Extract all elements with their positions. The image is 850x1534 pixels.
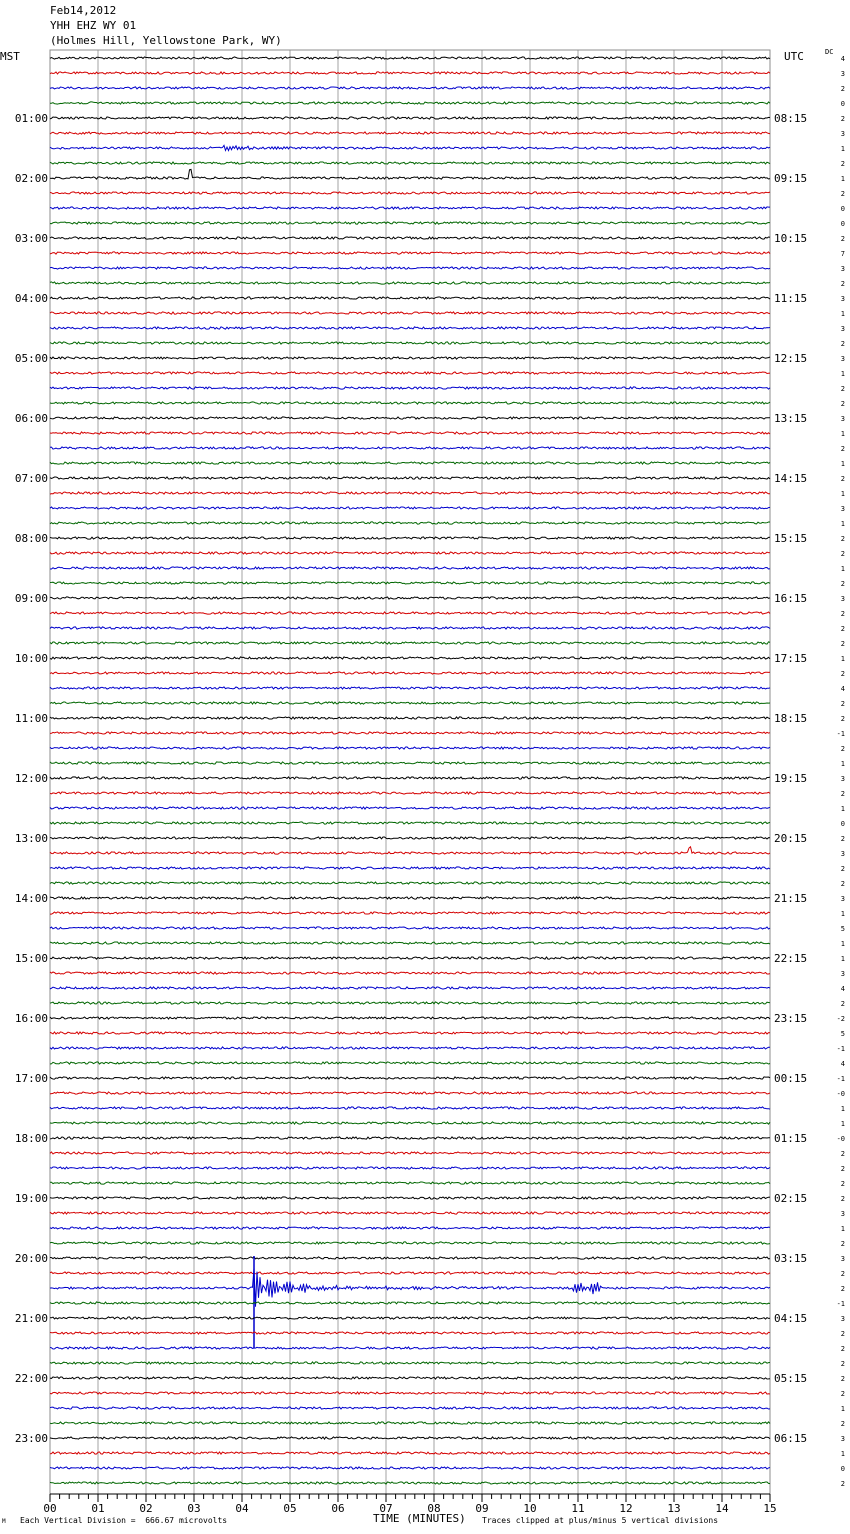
trace-line [50,1317,770,1319]
mst-hour-label: 12:00 [14,772,48,785]
x-tick-label: 04 [235,1502,249,1515]
trace-line [50,87,770,89]
dc-offset-value: -2 [836,1015,845,1023]
dc-offset-value: 4 [840,685,845,693]
trace-line [50,1422,770,1424]
mst-hour-label: 16:00 [14,1012,48,1025]
dc-offset-value: 2 [840,1180,845,1188]
mst-hour-label: 23:00 [14,1432,48,1445]
trace-line [50,507,770,509]
dc-offset-value: 2 [840,400,845,408]
dc-offset-value: 2 [840,115,845,123]
x-tick-label: 12 [619,1502,633,1515]
dc-offset-value: 2 [840,1375,845,1383]
trace-line [50,597,770,599]
trace-line [50,672,770,674]
dc-offset-value: 5 [840,1030,845,1038]
mst-hour-label: 02:00 [14,172,48,185]
utc-hour-label: 21:15 [774,892,808,905]
dc-offset-value: 2 [840,1270,845,1278]
dc-offset-value: -1 [836,1075,845,1083]
trace-line [50,57,770,59]
corner-mark: M [2,1518,6,1525]
trace-line [50,342,770,344]
dc-offset-value: 2 [840,700,845,708]
trace-line [50,1197,770,1199]
x-tick-label: 13 [667,1502,681,1515]
trace-line [50,297,770,299]
trace-line [50,687,770,689]
x-tick-label: 02 [139,1502,153,1515]
mst-hour-label: 03:00 [14,232,48,245]
trace-line [50,357,770,359]
trace-line [50,552,770,554]
dc-offset-value: 2 [840,1240,845,1248]
trace-line [50,732,770,734]
x-tick-label: 15 [763,1502,777,1515]
trace-line [50,102,770,104]
dc-offset-value: 2 [840,1165,845,1173]
dc-offset-value: 1 [840,655,845,663]
trace-line [50,522,770,524]
x-tick-label: 05 [283,1502,297,1515]
dc-offset-value: 2 [840,640,845,648]
dc-offset-value: 3 [840,1210,845,1218]
dc-offset-value: 1 [840,1120,845,1128]
trace-line [50,747,770,749]
dc-offset-value: 1 [840,940,845,948]
footer-clip-note: Traces clipped at plus/minus 5 vertical divisions [482,1516,719,1525]
dc-offset-value: 2 [840,445,845,453]
dc-offset-value: 1 [840,955,845,963]
trace-line [50,847,770,854]
dc-offset-value: 0 [840,820,845,828]
x-tick-label: 14 [715,1502,729,1515]
trace-line [50,1272,770,1274]
trace-line [50,267,770,269]
trace-line [50,1092,770,1094]
trace-line [50,132,770,134]
utc-hour-label: 20:15 [774,832,808,845]
utc-hour-label: 13:15 [774,412,808,425]
dc-offset-value: -1 [836,1045,845,1053]
mst-hour-label: 22:00 [14,1372,48,1385]
trace-line [50,942,770,944]
trace-line [50,927,770,929]
dc-offset-value: 1 [840,460,845,468]
trace-line [50,642,770,644]
trace-line [50,1407,770,1409]
dc-offset-value: 2 [840,280,845,288]
trace-line [50,72,770,74]
x-tick-label: 00 [43,1502,57,1515]
trace-line [50,1167,770,1169]
mst-hour-label: 06:00 [14,412,48,425]
utc-hour-label: 02:15 [774,1192,808,1205]
dc-offset-value: 1 [840,520,845,528]
trace-line [50,1347,770,1349]
trace-line [50,657,770,659]
utc-hour-label: 12:15 [774,352,808,365]
trace-line [50,537,770,539]
dc-offset-value: 1 [840,565,845,573]
dc-offset-value: 2 [840,865,845,873]
dc-offset-value: 0 [840,220,845,228]
trace-line [50,417,770,419]
dc-offset-value: 2 [840,790,845,798]
mst-hour-label: 05:00 [14,352,48,365]
dc-offset-value: 1 [840,1105,845,1113]
dc-label: DC [825,48,834,56]
trace-line [50,1437,770,1439]
dc-offset-value: 3 [840,1435,845,1443]
trace-line [50,1137,770,1139]
dc-offset-value: 1 [840,1450,845,1458]
dc-offset-value: 2 [840,880,845,888]
trace-line [50,957,770,959]
trace-line [50,882,770,884]
dc-offset-value: 2 [840,610,845,618]
trace-line [50,169,770,179]
dc-offset-value: 2 [840,85,845,93]
dc-offset-value: 2 [840,835,845,843]
utc-hour-label: 11:15 [774,292,808,305]
trace-line [50,807,770,809]
trace-line [50,207,770,209]
mst-hour-label: 11:00 [14,712,48,725]
footer-scale-note: Each Vertical Division = 666.67 microvolts [20,1516,228,1525]
dc-offset-value: 1 [840,490,845,498]
dc-offset-value: 3 [840,355,845,363]
utc-hour-label: 01:15 [774,1132,808,1145]
trace-line [50,702,770,704]
mst-hour-label: 01:00 [14,112,48,125]
dc-offset-value: 2 [840,235,845,243]
trace-line [50,492,770,494]
dc-offset-value: 2 [840,580,845,588]
x-tick-label: 03 [187,1502,201,1515]
dc-offset-value: 2 [840,625,845,633]
utc-hour-label: 05:15 [774,1372,808,1385]
trace-line [50,792,770,794]
trace-line [50,145,770,150]
dc-offset-value: -0 [836,1090,845,1098]
x-tick-label: 10 [523,1502,537,1515]
trace-line [50,717,770,719]
dc-offset-value: 2 [840,1420,845,1428]
trace-line [50,282,770,284]
mst-hour-label: 13:00 [14,832,48,845]
dc-offset-value: -1 [836,1300,845,1308]
utc-hour-label: 23:15 [774,1012,808,1025]
x-tick-label: 08 [427,1502,441,1515]
trace-line [50,1047,770,1049]
trace-line [50,1467,770,1469]
dc-offset-value: 1 [840,370,845,378]
dc-offset-value: 3 [840,415,845,423]
mst-hour-label: 14:00 [14,892,48,905]
dc-offset-value: 3 [840,775,845,783]
dc-offset-value: 2 [840,1150,845,1158]
trace-line [50,777,770,779]
mst-hour-label: 17:00 [14,1072,48,1085]
mst-hour-label: 07:00 [14,472,48,485]
dc-offset-value: 1 [840,805,845,813]
utc-hour-label: 03:15 [774,1252,808,1265]
dc-offset-value: 2 [840,535,845,543]
dc-offset-value: 2 [840,340,845,348]
trace-line [50,1377,770,1379]
trace-line [50,237,770,239]
trace-line [50,1452,770,1454]
dc-offset-value: 3 [840,850,845,858]
mst-hour-label: 09:00 [14,592,48,605]
dc-offset-value: 3 [840,505,845,513]
dc-offset-value: 2 [840,670,845,678]
trace-line [50,582,770,584]
trace-line [50,1268,770,1306]
mst-hour-label: 21:00 [14,1312,48,1325]
dc-offset-value: 3 [840,130,845,138]
trace-line [50,1242,770,1244]
trace-line [50,987,770,989]
header-date: Feb14,2012 [50,4,117,17]
dc-offset-value: -0 [836,1135,845,1143]
left-timezone-label: MST [0,50,20,63]
dc-offset-value: 2 [840,1285,845,1293]
trace-line [50,1152,770,1154]
header-location: (Holmes Hill, Yellowstone Park, WY) [50,34,282,47]
dc-offset-value: 4 [840,1060,845,1068]
dc-offset-value: 2 [840,1390,845,1398]
trace-line [50,837,770,839]
trace-line [50,1077,770,1079]
trace-line [50,192,770,194]
trace-line [50,447,770,449]
trace-line [50,627,770,629]
dc-offset-value: 1 [840,910,845,918]
dc-offset-value: 2 [840,1000,845,1008]
utc-hour-label: 22:15 [774,952,808,965]
trace-line [50,1062,770,1064]
mst-hour-label: 10:00 [14,652,48,665]
trace-line [50,1122,770,1124]
x-tick-label: 11 [571,1502,585,1515]
mst-hour-label: 19:00 [14,1192,48,1205]
utc-hour-label: 14:15 [774,472,808,485]
utc-hour-label: 16:15 [774,592,808,605]
trace-line [50,897,770,899]
header-station: YHH EHZ WY 01 [50,19,137,32]
utc-hour-label: 17:15 [774,652,808,665]
trace-line [50,477,770,479]
trace-line [50,1107,770,1109]
trace-line [50,462,770,464]
trace-line [50,387,770,389]
trace-line [50,1227,770,1229]
trace-line [50,432,770,434]
trace-line [50,1302,770,1304]
trace-line [50,117,770,119]
dc-offset-value: -1 [836,730,845,738]
dc-offset-value: 4 [840,985,845,993]
mst-hour-label: 04:00 [14,292,48,305]
dc-offset-value: 0 [840,1465,845,1473]
utc-hour-label: 08:15 [774,112,808,125]
trace-line [50,1362,770,1364]
mst-hour-label: 18:00 [14,1132,48,1145]
dc-offset-value: 7 [840,250,845,258]
dc-offset-value: 3 [840,1315,845,1323]
dc-offset-value: 0 [840,205,845,213]
utc-hour-label: 10:15 [774,232,808,245]
trace-line [50,372,770,374]
utc-hour-label: 15:15 [774,532,808,545]
utc-hour-label: 09:15 [774,172,808,185]
dc-offset-value: 3 [840,265,845,273]
dc-offset-value: 3 [840,970,845,978]
trace-line [50,1032,770,1034]
dc-offset-value: 2 [840,1330,845,1338]
dc-offset-value: 3 [840,295,845,303]
x-tick-label: 01 [91,1502,105,1515]
dc-offset-value: 2 [840,160,845,168]
trace-line [50,612,770,614]
dc-offset-value: 1 [840,1225,845,1233]
dc-offset-value: 2 [840,550,845,558]
dc-offset-value: 5 [840,925,845,933]
x-tick-label: 06 [331,1502,345,1515]
dc-offset-value: 1 [840,1405,845,1413]
trace-line [50,1392,770,1394]
trace-line [50,312,770,314]
trace-line [50,867,770,869]
x-tick-label: 09 [475,1502,489,1515]
trace-line [50,1212,770,1214]
utc-hour-label: 00:15 [774,1072,808,1085]
utc-hour-label: 18:15 [774,712,808,725]
trace-line [50,1002,770,1004]
trace-line [50,1332,770,1334]
trace-line [50,567,770,569]
trace-line [50,222,770,224]
dc-offset-value: 1 [840,145,845,153]
utc-hour-label: 06:15 [774,1432,808,1445]
mst-hour-label: 20:00 [14,1252,48,1265]
trace-line [50,1482,770,1484]
dc-offset-value: 1 [840,760,845,768]
dc-offset-value: 2 [840,475,845,483]
dc-offset-value: 3 [840,325,845,333]
trace-line [50,972,770,974]
utc-hour-label: 04:15 [774,1312,808,1325]
trace-line [50,1257,770,1259]
mst-hour-label: 15:00 [14,952,48,965]
mst-hour-label: 08:00 [14,532,48,545]
dc-offset-value: 0 [840,100,845,108]
dc-offset-value: 3 [840,1255,845,1263]
trace-line [50,1017,770,1019]
dc-offset-value: 2 [840,715,845,723]
trace-line [50,822,770,824]
dc-offset-value: 2 [840,1480,845,1488]
trace-line [50,912,770,914]
dc-offset-value: 2 [840,190,845,198]
trace-line [50,402,770,404]
trace-line [50,327,770,329]
dc-offset-value: 3 [840,895,845,903]
dc-offset-value: 2 [840,385,845,393]
dc-offset-value: 1 [840,175,845,183]
trace-line [50,162,770,164]
dc-offset-value: 1 [840,310,845,318]
right-timezone-label: UTC [784,50,804,63]
dc-offset-value: 2 [840,1345,845,1353]
dc-offset-value: 4 [840,55,845,63]
trace-line [50,252,770,254]
dc-offset-value: 2 [840,745,845,753]
trace-line [50,762,770,764]
dc-offset-value: 3 [840,70,845,78]
trace-line [50,1182,770,1184]
dc-offset-value: 3 [840,595,845,603]
dc-offset-value: 2 [840,1195,845,1203]
utc-hour-label: 19:15 [774,772,808,785]
x-tick-label: 07 [379,1502,393,1515]
dc-offset-value: 1 [840,430,845,438]
dc-offset-value: 2 [840,1360,845,1368]
x-axis-label: TIME (MINUTES) [373,1512,466,1525]
